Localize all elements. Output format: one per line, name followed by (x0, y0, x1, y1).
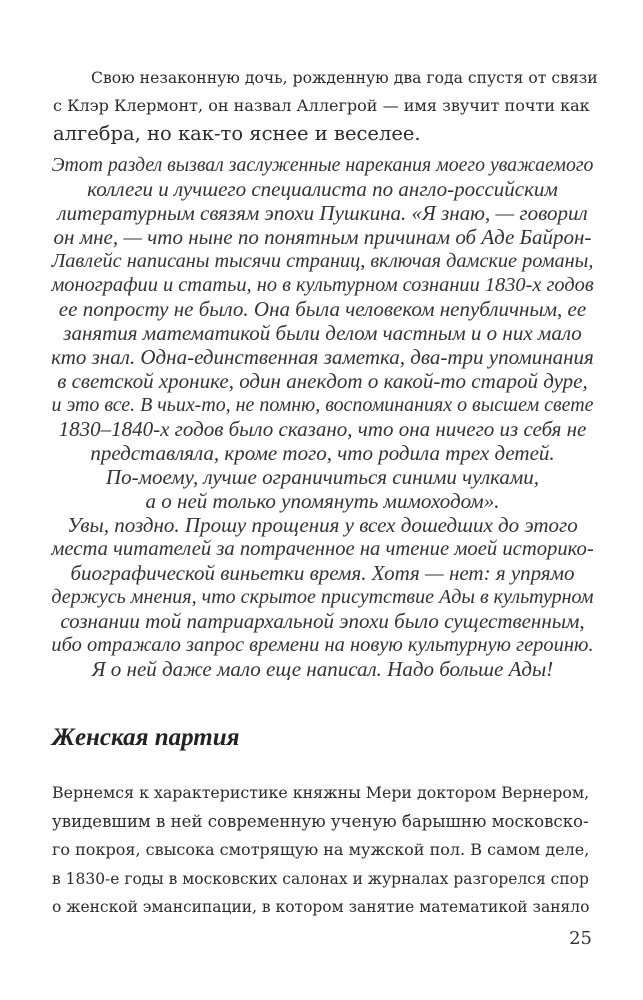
note-line: коллеги и лучшего специалиста по англо-российским (87, 177, 558, 201)
section-paragraph (52, 779, 592, 922)
paragraph-line: Свою незаконную дочь, рожденную два года спустя от связи (91, 69, 598, 87)
note-line: Увы, поздно. Прошу прощения у всех дошедших до этого (67, 513, 578, 537)
paragraph-line: алгебра, но как-то яснее и веселее. (53, 122, 421, 145)
note-line: он мне, — что ныне по понятным причинам об Аде Байрон- (53, 225, 592, 249)
note-line: монографии и статьи, но в культурном сознании 1830-х годов (51, 274, 594, 296)
note-line: в светской хронике, один анекдот о какой-то старой дуре, (57, 369, 588, 393)
page-number: 25 (569, 928, 592, 949)
note-line: представляла, кроме того, что родила трех детей. (90, 441, 555, 465)
italic-author-note (50, 153, 595, 681)
paragraph-line: Вернемся к характеристике княжны Мери доктором Вернером, (52, 783, 590, 802)
note-line: 1830–1840-х годов было сказано, что она ничего из себя не (58, 417, 587, 441)
note-line: биографической виньетки время. Хотя — нет: я упрямо (70, 561, 575, 585)
paragraph-line: о женской эмансипации, в котором занятие математикой заняло (52, 898, 590, 916)
note-line: а о ней только упомянуть мимоходом». (145, 489, 500, 513)
note-line: кто знал. Одна-единственная заметка, два-три упоминания (51, 345, 594, 369)
note-line: держусь мнения, что скрытое присутствие Ады в культурном (51, 586, 594, 608)
note-line: и это все. В чьих-то, не помню, воспоминаниях о высшем свете (51, 394, 594, 416)
section-heading: Женская партия (52, 724, 240, 751)
note-line: Лавлейс написаны тысячи страниц, включая дамские романы, (51, 250, 594, 272)
note-line: По-моему, лучше ограничиться синими чулками, (105, 465, 540, 489)
paragraph-line: с Клэр Клермонт, он назвал Аллегрой — имя звучит почти как (53, 96, 590, 115)
paragraph-line: го покроя, свысока смотрящую на мужской пол. В самом деле, (52, 840, 590, 859)
note-line: литературным связям эпохи Пушкина. «Я знаю, — говорил (57, 201, 588, 225)
note-line: Я о ней даже мало еще написал. Надо больше Ады! (91, 657, 554, 681)
paragraph-line: в 1830-е годы в московских салонах и журналах разгорелся спор (52, 869, 589, 888)
paragraph-line: увидевшим в ней современную ученую барышню московско- (52, 811, 589, 831)
note-line: ибо отражало запрос времени на новую культурную героиню. (51, 634, 594, 656)
note-line: занятия математикой были делом частным и о них мало (63, 321, 582, 345)
opening-paragraph (53, 64, 598, 148)
note-line: места читателей за потраченное на чтение моей историко- (51, 538, 594, 560)
note-line: сознании той патриархальной эпохи было существенным, (60, 609, 585, 633)
note-line: ее попросту не было. Она была человеком непубличным, ее (58, 297, 587, 321)
note-line: Этот раздел вызвал заслуженные нарекания моего уважаемого (51, 154, 594, 176)
